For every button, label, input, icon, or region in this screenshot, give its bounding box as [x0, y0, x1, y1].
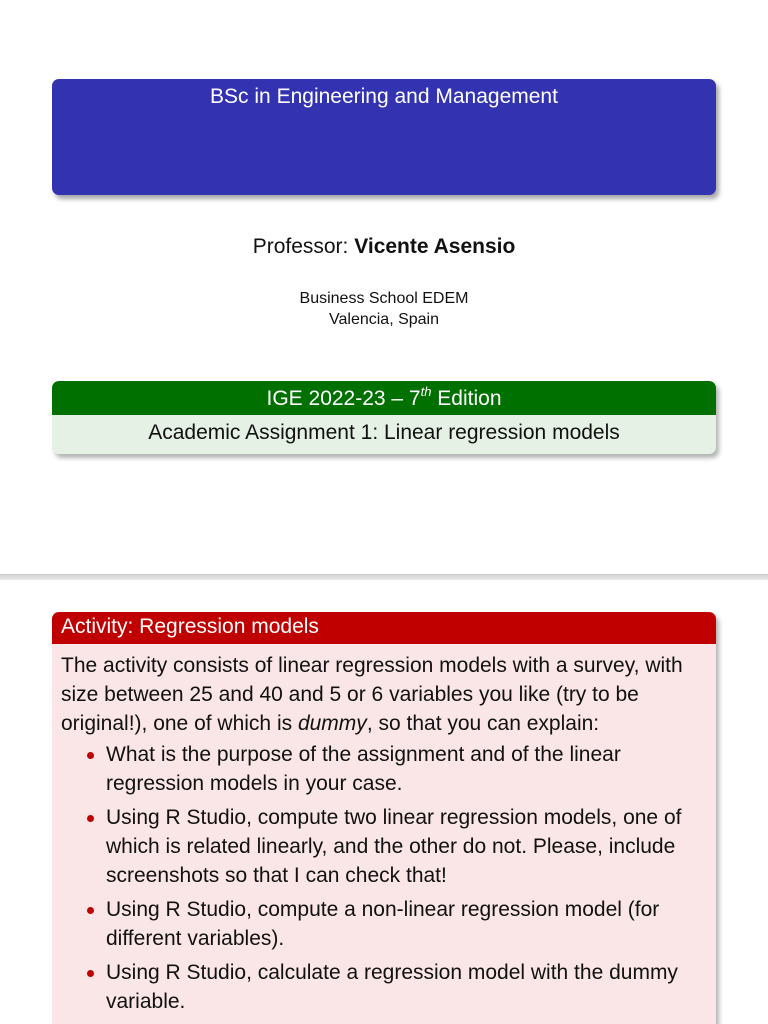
intro-text-end: , so that you can explain:	[366, 712, 600, 735]
edition-block	[52, 381, 716, 454]
edition-header	[52, 381, 716, 415]
activity-bullet-list	[61, 740, 706, 1016]
institute-name: Business School EDEM	[299, 290, 469, 307]
institute-location: Valencia, Spain	[329, 311, 439, 328]
edition-prefix: IGE 2022-23 – 7	[266, 387, 421, 410]
bullet-icon	[87, 907, 94, 914]
bullet-text: Using R Studio, calculate a regression model with the dummy variable.	[106, 961, 678, 1013]
list-item	[61, 895, 706, 953]
professor-line	[0, 233, 768, 261]
bullet-text: Using R Studio, compute two linear regression models, one of which is related linearly, and the other do not. Please, include screenshots so that I can check that!	[106, 806, 682, 887]
activity-block	[52, 612, 716, 1024]
intro-text-start: The activity consists of linear regression models with a survey, with size between 25 and 40 and 5 or 6 variables you like (try to be original!), one of which is	[61, 654, 683, 735]
intro-emphasis: dummy	[297, 712, 367, 735]
title-block	[52, 79, 716, 235]
edition-ordinal: th	[420, 384, 432, 399]
activity-block-body	[52, 644, 716, 1016]
professor-label: Professor:	[252, 235, 355, 258]
bullet-text: Using R Studio, compute a non-linear regression model (for different variables).	[106, 898, 660, 950]
list-item	[61, 958, 706, 1016]
presentation-title: Statistics II	[313, 203, 455, 235]
assignment-title: Academic Assignment 1: Linear regression models	[52, 415, 716, 454]
list-item	[61, 803, 706, 890]
institute	[0, 288, 768, 330]
bullet-text: What is the purpose of the assignment and of the linear regression models in your case.	[106, 743, 621, 795]
list-item	[61, 740, 706, 798]
bullet-icon	[87, 970, 94, 977]
activity-block-title: Activity: Regression models	[52, 612, 716, 644]
activity-intro	[61, 651, 706, 738]
bullet-icon	[87, 815, 94, 822]
bullet-icon	[87, 752, 94, 759]
professor-name: Vicente Asensio	[354, 235, 516, 258]
edition-suffix: Edition	[431, 387, 502, 410]
presentation-subtitle: BSc in Engineering and Management	[210, 85, 558, 108]
activity-slide	[0, 580, 768, 1024]
